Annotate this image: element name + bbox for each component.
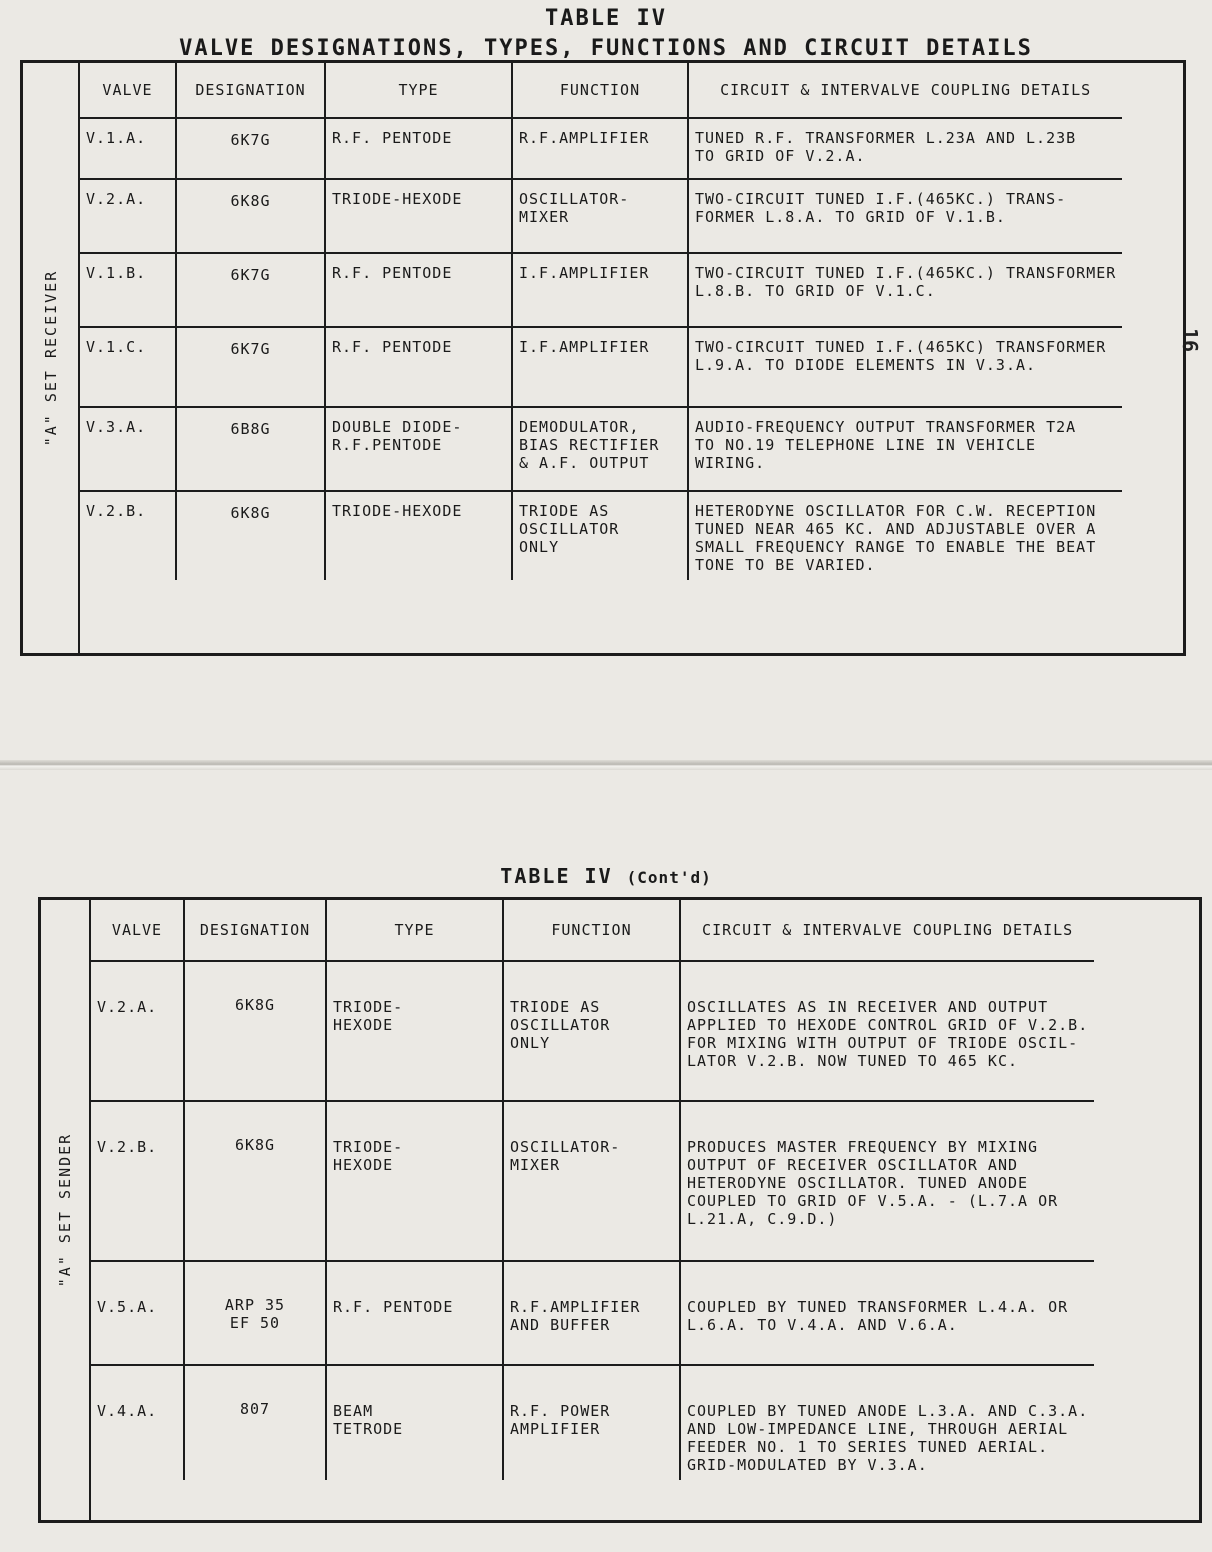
function-cell: OSCILLATOR- MIXER bbox=[519, 190, 630, 226]
table-row bbox=[80, 491, 1122, 580]
col-header-function: FUNCTION bbox=[503, 900, 680, 961]
type-cell: TRIODE- HEXODE bbox=[333, 1138, 404, 1174]
table-row bbox=[80, 118, 1122, 179]
col-header-valve: VALVE bbox=[80, 63, 176, 118]
designation-cell: ARP 35 EF 50 bbox=[224, 1296, 286, 1332]
valve-cell: V.2.A. bbox=[97, 998, 158, 1016]
designation-cell: 6K7G bbox=[230, 266, 271, 284]
continued-suffix: (Cont'd) bbox=[626, 868, 712, 887]
function-cell: R.F.AMPLIFIER bbox=[519, 129, 650, 147]
table-row bbox=[80, 407, 1122, 491]
table-row bbox=[91, 1365, 1094, 1480]
valve-cell: V.1.C. bbox=[86, 338, 147, 356]
designation-cell: 6K8G bbox=[234, 996, 276, 1014]
function-cell: DEMODULATOR, BIAS RECTIFIER & A.F. OUTPUT bbox=[519, 418, 660, 472]
valve-cell: V.2.A. bbox=[86, 190, 147, 208]
type-cell: R.F. PENTODE bbox=[332, 264, 453, 282]
table-row bbox=[80, 327, 1122, 407]
valve-cell: V.3.A. bbox=[86, 418, 147, 436]
col-header-details: CIRCUIT & INTERVALVE COUPLING DETAILS bbox=[688, 63, 1122, 118]
col-header-designation: DESIGNATION bbox=[176, 63, 325, 118]
function-cell: R.F. POWER AMPLIFIER bbox=[510, 1402, 611, 1438]
table-title: TABLE IV bbox=[545, 6, 667, 31]
details-cell: COUPLED BY TUNED TRANSFORMER L.4.A. OR L.6.A. TO V.4.A. AND V.6.A. bbox=[687, 1298, 1069, 1334]
type-cell: TRIODE- HEXODE bbox=[333, 998, 404, 1034]
col-header-designation: DESIGNATION bbox=[184, 900, 326, 961]
designation-cell: 6K7G bbox=[230, 131, 271, 149]
col-header-type: TYPE bbox=[325, 63, 512, 118]
sender-table-frame bbox=[38, 897, 1202, 1523]
function-cell: R.F.AMPLIFIER AND BUFFER bbox=[510, 1298, 641, 1334]
designation-cell: 6K8G bbox=[230, 192, 271, 210]
designation-cell: 6B8G bbox=[230, 420, 271, 438]
function-cell: I.F.AMPLIFIER bbox=[519, 264, 650, 282]
continued-title-text: TABLE IV bbox=[500, 864, 613, 888]
type-cell: BEAM TETRODE bbox=[333, 1402, 404, 1438]
valve-cell: V.2.B. bbox=[97, 1138, 158, 1156]
type-cell: R.F. PENTODE bbox=[333, 1298, 454, 1316]
receiver-section-label: "A" SET RECEIVER bbox=[41, 269, 60, 447]
continued-table-title bbox=[0, 864, 1212, 888]
details-cell: TUNED R.F. TRANSFORMER L.23A AND L.23B TO GRID OF V.2.A. bbox=[695, 129, 1077, 165]
valve-cell: V.1.A. bbox=[86, 129, 147, 147]
details-cell: TWO-CIRCUIT TUNED I.F.(465KC.) TRANSFORMER L.8.B. TO GRID OF V.1.C. bbox=[695, 264, 1117, 300]
designation-cell: 6K7G bbox=[230, 340, 271, 358]
type-cell: TRIODE-HEXODE bbox=[332, 190, 463, 208]
col-header-valve: VALVE bbox=[91, 900, 184, 961]
details-cell: COUPLED BY TUNED ANODE L.3.A. AND C.3.A. AND LOW-IMPEDANCE LINE, THROUGH AERIAL FEEDER NO. 1 TO SERIES TUNED AERIAL. GRID-MODULATED BY V.3.A. bbox=[687, 1402, 1089, 1474]
details-cell: HETERODYNE OSCILLATOR FOR C.W. RECEPTION TUNED NEAR 465 KC. AND ADJUSTABLE OVER A SMALL FREQUENCY RANGE TO ENABLE THE BEAT TONE TO BE VARIED. bbox=[695, 502, 1097, 574]
valve-cell: V.2.B. bbox=[86, 502, 147, 520]
valve-cell: V.5.A. bbox=[97, 1298, 158, 1316]
details-cell: TWO-CIRCUIT TUNED I.F.(465KC) TRANSFORMER L.9.A. TO DIODE ELEMENTS IN V.3.A. bbox=[695, 338, 1107, 374]
page-fold bbox=[0, 760, 1212, 770]
receiver-section-label-cell bbox=[23, 63, 80, 653]
receiver-table-frame bbox=[20, 60, 1186, 656]
type-cell: R.F. PENTODE bbox=[332, 129, 453, 147]
function-cell: TRIODE AS OSCILLATOR ONLY bbox=[519, 502, 620, 556]
sender-section-label: "A" SET SENDER bbox=[56, 1132, 74, 1288]
details-cell: OSCILLATES AS IN RECEIVER AND OUTPUT APPLIED TO HEXODE CONTROL GRID OF V.2.B. FOR MIXING WITH OUTPUT OF TRIODE OSCIL- LATOR V.2.B. NOW TUNED TO 465 KC. bbox=[687, 998, 1089, 1070]
table-row bbox=[80, 179, 1122, 253]
sender-header-row bbox=[91, 900, 1094, 961]
function-cell: OSCILLATOR- MIXER bbox=[510, 1138, 621, 1174]
receiver-header-row bbox=[80, 63, 1122, 118]
details-cell: PRODUCES MASTER FREQUENCY BY MIXING OUTPUT OF RECEIVER OSCILLATOR AND HETERODYNE OSCILLATOR. TUNED ANODE COUPLED TO GRID OF V.5.A. - (L.7.A OR L.21.A, C.9.D.) bbox=[687, 1138, 1059, 1228]
designation-cell: 6K8G bbox=[230, 504, 271, 522]
table-subtitle: VALVE DESIGNATIONS, TYPES, FUNCTIONS AND CIRCUIT DETAILS bbox=[179, 36, 1033, 61]
col-header-function: FUNCTION bbox=[512, 63, 688, 118]
valve-cell: V.4.A. bbox=[97, 1402, 158, 1420]
valve-cell: V.1.B. bbox=[86, 264, 147, 282]
function-cell: I.F.AMPLIFIER bbox=[519, 338, 650, 356]
col-header-details: CIRCUIT & INTERVALVE COUPLING DETAILS bbox=[680, 900, 1094, 961]
sender-section-label-cell bbox=[41, 900, 91, 1520]
type-cell: R.F. PENTODE bbox=[332, 338, 453, 356]
table-row bbox=[91, 1101, 1094, 1261]
table-row bbox=[91, 961, 1094, 1101]
type-cell: TRIODE-HEXODE bbox=[332, 502, 463, 520]
receiver-table bbox=[80, 63, 1122, 580]
designation-cell: 807 bbox=[239, 1400, 271, 1418]
type-cell: DOUBLE DIODE- R.F.PENTODE bbox=[332, 418, 463, 454]
col-header-type: TYPE bbox=[326, 900, 503, 961]
table-row bbox=[91, 1261, 1094, 1365]
page-number: 16 bbox=[1177, 327, 1202, 353]
details-cell: AUDIO-FREQUENCY OUTPUT TRANSFORMER T2A TO NO.19 TELEPHONE LINE IN VEHICLE WIRING. bbox=[695, 418, 1077, 472]
details-cell: TWO-CIRCUIT TUNED I.F.(465KC.) TRANS- FORMER L.8.A. TO GRID OF V.1.B. bbox=[695, 190, 1067, 226]
table-row bbox=[80, 253, 1122, 327]
designation-cell: 6K8G bbox=[234, 1136, 276, 1154]
function-cell: TRIODE AS OSCILLATOR ONLY bbox=[510, 998, 611, 1052]
sender-table bbox=[91, 900, 1094, 1480]
